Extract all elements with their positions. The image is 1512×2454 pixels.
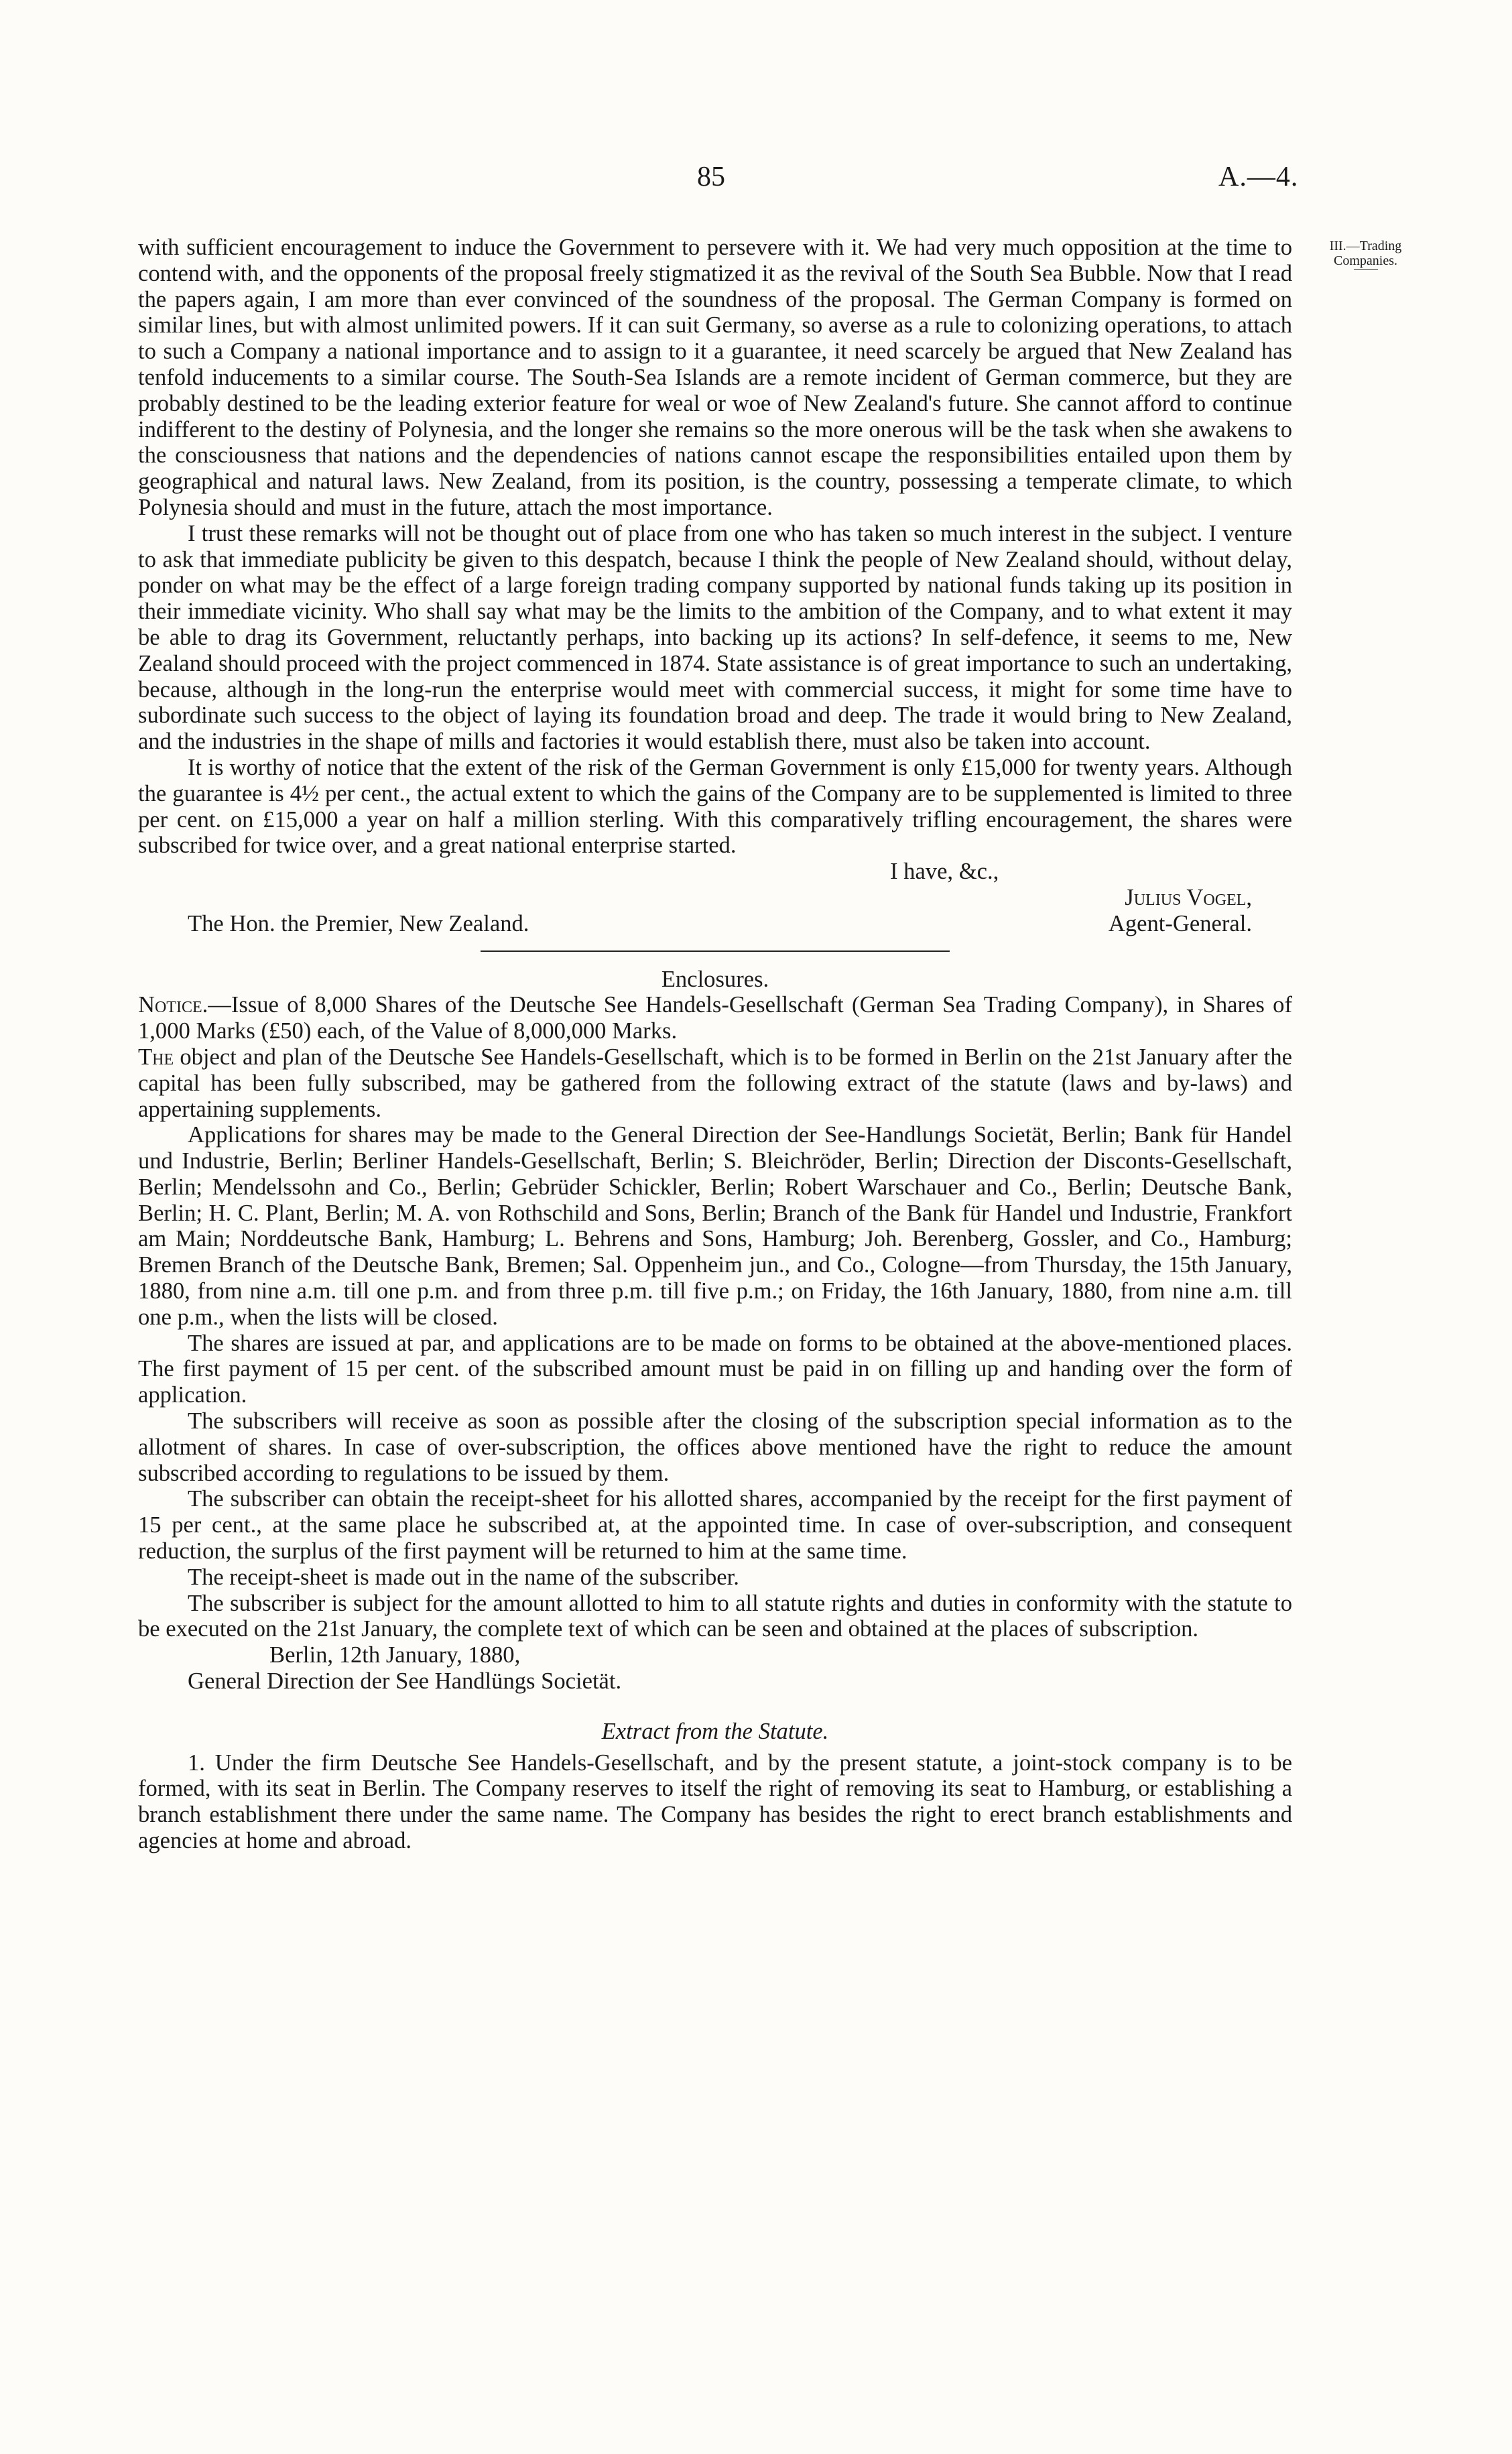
signer-title: Agent-General. [1108,910,1252,936]
margin-note-dash [1354,269,1378,270]
letter-paragraph-2: I trust these remarks will not be thought out of place from one who has taken so much interest in the subject. I venture to ask that immediate publicity be given to this despatch, because I think the people of New Zealand should, without delay, ponder on what may be the effect of a large foreign trading company supported by national funds taking up its position in their immediate vicinity. Who shall say what may be the limits to the ambition of the Company, and to what extent it may be able to drag its Government, reluctantly perhaps, into backing up its actions? In self-defence, it seems to me, New Zealand should proceed with the project commenced in 1874. State assistance is of great importance to such an undertaking, because, although in the long-run the enterprise would meet with commercial success, it might for some time have to subordinate such success to the object of laying its foundation broad and deep. The trade it would bring to New Zealand, and the industries in the shape of mills and factories it would establish there, must also be taken into account. [138,520,1292,755]
page-number: 85 [697,162,725,192]
notice-text: —Issue of 8,000 Shares of the Deutsche See Handels-Gesellschaft (German Sea Trading Company), in Shares of 1,000 Marks (£50) each, of the Value of 8,000,000 Marks. [138,992,1292,1044]
extract-title: Extract from the Statute. [601,1718,829,1744]
par-paragraph: The shares are issued at par, and applications are to be made on forms to be obtained at the above-mentioned places. The first payment of 15 per cent. of the subscribed amount must be paid in on filling up and handing over the form of application. [138,1330,1292,1408]
notice-heading [138,992,1292,1044]
date-line: Berlin, 12th January, 1880, [269,1642,521,1668]
main-text-column [138,235,1292,1854]
document-code: A.—4. [1218,162,1299,192]
margin-note-line1: III.—Trading [1329,239,1402,253]
letter-paragraph-1: with sufficient encouragement to induce the Government to persevere with it. We had very much opposition at the time to contend with, and the opponents of the proposal freely stigmatized it as the revival of the South Sea Bubble. Now that I read the papers again, I am more than ever convinced of the soundness of the proposal. The German Company is formed on similar lines, but with almost unlimited powers. If it can suit Germany, so averse as a rule to colonizing operations, to attach to such a Company a national importance and to assign to it a guarantee, it need scarcely be argued that New Zealand has tenfold inducements to a similar course. The South-Sea Islands are a remote incident of German commerce, but they are probably destined to be the leading exterior feature for weal or woe of New Zealand's future. She cannot afford to continue indifferent to the destiny of Polynesia, and the longer she remains so the more onerous will be the task when she awakens to the consciousness that nations and the dependencies of nations cannot escape the responsibilities entailed upon them by geographical and natural laws. New Zealand, from its position, is the country, possessing a temperate climate, to which Polynesia should and must in the future, attach the most importance. [138,235,1292,520]
object-text: object and plan of the Deutsche See Handels-Gesellschaft, which is to be formed in Berlin on the 21st January after the capital has been fully subscribed, may be gathered from the following extract of the statute (laws and by-laws) and appertaining supplements. [138,1044,1292,1122]
object-paragraph [138,1044,1292,1122]
margin-note [1307,239,1424,270]
extract-paragraph-1: 1. Under the firm Deutsche See Handels-Gesellschaft, and by the present statute, a joint-stock company is to be formed, with its seat in Berlin. The Company reserves to itself the right of removing its seat to Hamburg, or establishing a branch establishment there under the same name. The Company has besides the right to erect branch establishments and agencies at home and abroad. [138,1750,1292,1854]
object-first-word: The [138,1044,174,1070]
addressee-line [138,911,1292,937]
enclosures-heading: Enclosures. [661,966,769,992]
subscribers-paragraph: The subscribers will receive as soon as possible after the closing of the subscription special information as to the allotment of shares. In case of over-subscription, the offices above mentioned have the right to reduce the amount subscribed according to regulations to be issued by them. [138,1408,1292,1486]
notice-label: Notice. [138,992,208,1018]
receipt-paragraph: The subscriber can obtain the receipt-sheet for his allotted shares, accompanied by the receipt for the first payment of 15 per cent., at the same place he subscribed at, at the appointed time. In case of over-subscription, and consequent reduction, the surplus of the first payment will be returned to him at the same time. [138,1486,1292,1565]
closing-text: I have, &c., [890,859,999,885]
letter-paragraph-3: It is worthy of notice that the extent of the risk of the German Government is only £15,000 for twenty years. Although the guarantee is 4½ per cent., the actual extent to which the gains of the Company are to be supplemented is limited to three per cent. on £15,000 a year on half a million sterling. With this comparatively trifling encouragement, the shares were subscribed for twice over, and a great national enterprise started. [138,754,1292,859]
closing-line [138,859,1292,885]
margin-note-line2: Companies. [1334,253,1397,268]
direction-line: General Direction der See Handlüngs Societät. [188,1668,622,1695]
applications-paragraph: Applications for shares may be made to the General Direction der See-Handlungs Societät, Berlin; Bank für Handel und Industrie, Berlin; Berliner Handels-Gesellschaft, Berlin; S. Bleichröder, Berlin; Direction der Disconts-Gesellschaft, Berlin; Mendelssohn and Co., Berlin; Gebrüder Schickler, Berlin; Robert Warschauer and Co., Berlin; Deutsche Bank, Berlin; H. C. Plant, Berlin; M. A. von Rothschild and Sons, Berlin; Branch of the Bank für Handel und Industrie, Frankfort am Main; Norddeutsche Bank, Hamburg; L. Behrens and Sons, Hamburg; Joh. Berenberg, Gossler, and Co., Hamburg; Bremen Branch of the Deutsche Bank, Bremen; Sal. Oppenheim jun., and Co., Cologne—from Thursday, the 15th January, 1880, from nine a.m. till one p.m. and from three p.m. till five p.m.; on Friday, the 16th January, 1880, from nine a.m. till one p.m., when the lists will be closed. [138,1122,1292,1330]
subject-paragraph: The subscriber is subject for the amount allotted to him to all statute rights and duties in conformity with the statute to be executed on the 21st January, the complete text of which can be seen and obtained at the places of subscription. [138,1590,1292,1642]
signature: Julius Vogel, [1125,884,1252,910]
section-divider [481,950,950,952]
addressee: The Hon. the Premier, New Zealand. [188,910,529,936]
made-out-paragraph: The receipt-sheet is made out in the name of the subscriber. [188,1564,739,1590]
